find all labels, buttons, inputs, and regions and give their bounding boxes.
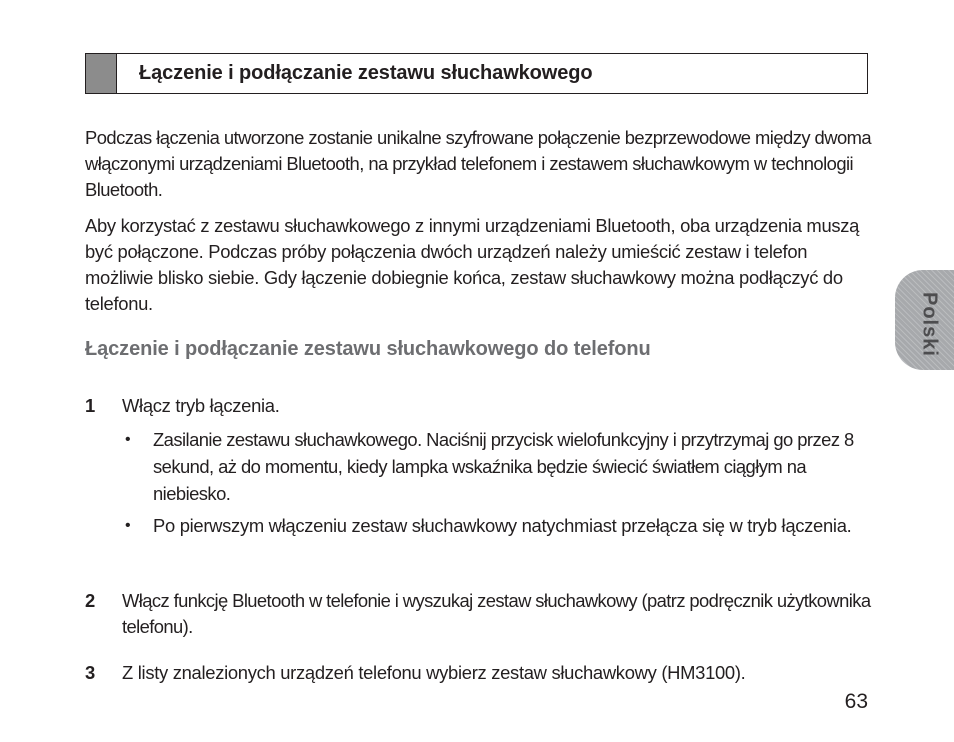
section-header-marker xyxy=(86,54,117,93)
intro-paragraph-2: Aby korzystać z zestawu słuchawkowego z innymi urządzeniami Bluetooth, oba urządzenia muszą być połączone. Podczas próby połączenia dwóch urządzeń należy umieścić zestaw i telefon możliwie blisko siebie. Gdy łączenie dobiegnie końca, zestaw słuchawkowy można podłączyć do telefonu. xyxy=(85,215,860,314)
step-text: Włącz funkcję Bluetooth w telefonie i wyszukaj zestaw słuchawkowy (patrz podręcznik użytkownika telefonu). xyxy=(122,590,871,637)
step-number: 2 xyxy=(85,590,95,611)
bullet-text: Po pierwszym włączeniu zestaw słuchawkowy natychmiast przełącza się w tryb łączenia. xyxy=(153,515,852,536)
language-tab xyxy=(895,270,954,370)
bullet-text: Zasilanie zestawu słuchawkowego. Naciśnij przycisk wielofunkcyjny i przytrzymaj go przez 8 sekund, aż do momentu, kiedy lampka wskaźnika będzie świecić światłem ciągłym na niebiesko. xyxy=(153,429,854,504)
step-number: 3 xyxy=(85,662,95,683)
section-header xyxy=(85,53,868,94)
page-number: 63 xyxy=(844,690,868,713)
step-text: Z listy znalezionych urządzeń telefonu wybierz zestaw słuchawkowy (HM3100). xyxy=(122,662,746,683)
bullet-icon: • xyxy=(125,517,131,534)
bullet-icon: • xyxy=(125,431,131,448)
section-title: Łączenie i podłączanie zestawu słuchawkowego xyxy=(139,62,593,84)
language-tab-label: Polski xyxy=(918,292,941,357)
step-number: 1 xyxy=(85,395,95,416)
step-text: Włącz tryb łączenia. xyxy=(122,395,280,416)
intro-paragraph-1: Podczas łączenia utworzone zostanie unikalne szyfrowane połączenie bezprzewodowe między dwoma włączonymi urządzeniami Bluetooth, na przykład telefonem i zestawem słuchawkowym w technologii Bluetooth. xyxy=(85,127,872,200)
subheading: Łączenie i podłączanie zestawu słuchawkowego do telefonu xyxy=(85,338,651,360)
